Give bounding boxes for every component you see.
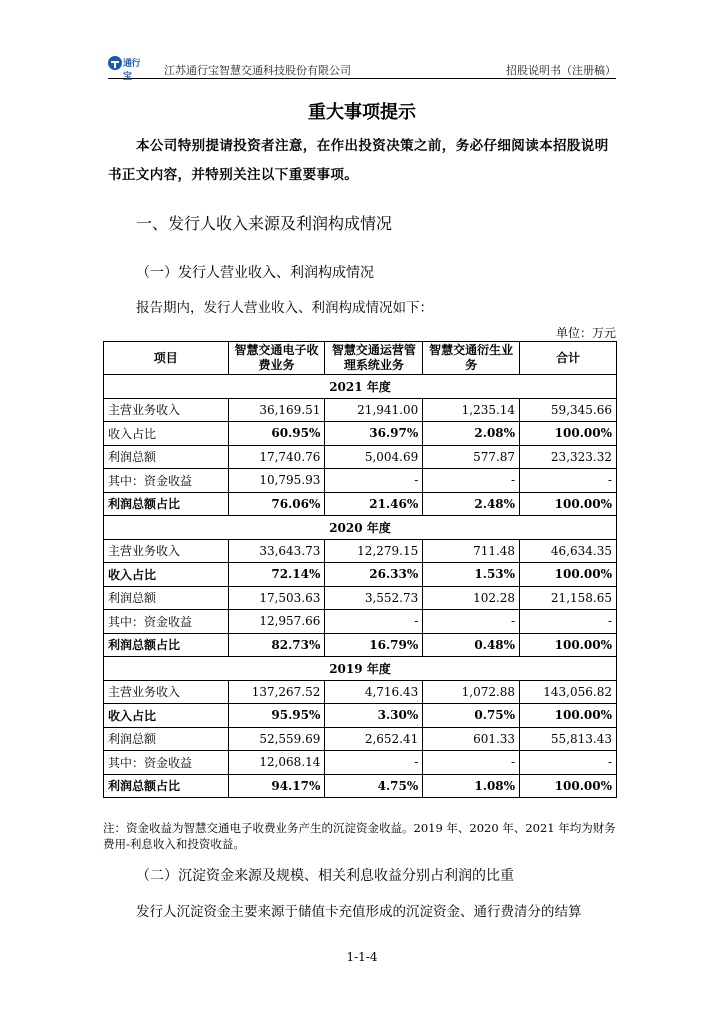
- cell: 100.00%: [520, 633, 617, 657]
- cell: 10,795.93: [228, 469, 325, 493]
- cell: 17,740.76: [228, 445, 325, 469]
- cell: 21,941.00: [325, 398, 423, 422]
- row-label: 主营业务收入: [104, 680, 229, 704]
- cell: 100.00%: [520, 704, 617, 728]
- cell: -: [325, 469, 423, 493]
- table-header-row: [104, 342, 617, 375]
- row-label: 收入占比: [104, 563, 229, 587]
- row-label: 其中：资金收益: [104, 610, 229, 634]
- row-label: 其中：资金收益: [104, 469, 229, 493]
- table-row: [104, 727, 617, 751]
- year-label: 2019 年度: [104, 657, 617, 681]
- cell: 100.00%: [520, 492, 617, 516]
- cell: 21.46%: [325, 492, 423, 516]
- subsection-heading-1: （一）发行人营业收入、利润构成情况: [136, 265, 374, 281]
- unit-label: 单位：万元: [555, 326, 616, 340]
- row-label: 收入占比: [104, 704, 229, 728]
- row-label: 收入占比: [104, 422, 229, 446]
- page-title: 重大事项提示: [308, 102, 416, 123]
- cell: 577.87: [423, 445, 520, 469]
- cell: 100.00%: [520, 563, 617, 587]
- cell: 76.06%: [228, 492, 325, 516]
- row-label: 主营业务收入: [104, 398, 229, 422]
- cell: 601.33: [423, 727, 520, 751]
- cell: 100.00%: [520, 422, 617, 446]
- cell: -: [423, 610, 520, 634]
- cell: 3.30%: [325, 704, 423, 728]
- cell: 26.33%: [325, 563, 423, 587]
- cell: 2.48%: [423, 492, 520, 516]
- intro-paragraph: 本公司特别提请投资者注意，在作出投资决策之前，务必仔细阅读本招股说明书正文内容，并特别关注以下重要事项。: [108, 138, 609, 183]
- row-label: 主营业务收入: [104, 539, 229, 563]
- cell: 5,004.69: [325, 445, 423, 469]
- cell: 2.08%: [423, 422, 520, 446]
- cell: 21,158.65: [520, 586, 617, 610]
- cell: -: [423, 751, 520, 775]
- row-label: 利润总额占比: [104, 633, 229, 657]
- table-footnote: 注：资金收益为智慧交通电子收费业务产生的沉淀资金收益。2019 年、2020 年、2021 年均为财务费用-利息收入和投资收益。: [103, 821, 616, 851]
- table-row: [104, 398, 617, 422]
- cell: 143,056.82: [520, 680, 617, 704]
- cell: 36,169.51: [228, 398, 325, 422]
- cell: 3,552.73: [325, 586, 423, 610]
- cell: 0.75%: [423, 704, 520, 728]
- year-label: 2020 年度: [104, 516, 617, 540]
- cell: 100.00%: [520, 774, 617, 798]
- table-row: [104, 704, 617, 728]
- cell: -: [520, 469, 617, 493]
- cell: 33,643.73: [228, 539, 325, 563]
- row-label: 利润总额: [104, 727, 229, 751]
- cell: 1,235.14: [423, 398, 520, 422]
- row-label: 利润总额: [104, 445, 229, 469]
- logo-text: 通行宝: [123, 59, 141, 82]
- cell: 46,634.35: [520, 539, 617, 563]
- table-row: [104, 422, 617, 446]
- cell: 23,323.32: [520, 445, 617, 469]
- body-paragraph: 发行人沉淀资金主要来源于储值卡充值形成的沉淀资金、通行费清分的结算: [136, 904, 582, 920]
- cell: -: [325, 610, 423, 634]
- cell: 60.95%: [228, 422, 325, 446]
- row-label: 利润总额占比: [104, 492, 229, 516]
- header-deriv: 智慧交通衍生业务: [423, 342, 520, 375]
- table-row: [104, 469, 617, 493]
- header-company-name: 江苏通行宝智慧交通科技股份有限公司: [164, 64, 351, 77]
- cell: 1,072.88: [423, 680, 520, 704]
- subsection-heading-2: （二）沉淀资金来源及规模、相关利息收益分别占利润的比重: [136, 868, 514, 884]
- table-lead-text: 报告期内，发行人营业收入、利润构成情况如下：: [136, 300, 433, 316]
- cell: 82.73%: [228, 633, 325, 657]
- cell: 94.17%: [228, 774, 325, 798]
- cell: 59,345.66: [520, 398, 617, 422]
- page-number: 1-1-4: [346, 950, 378, 964]
- cell: 72.14%: [228, 563, 325, 587]
- cell: 711.48: [423, 539, 520, 563]
- cell: -: [423, 469, 520, 493]
- revenue-profit-table: [103, 341, 617, 798]
- year-label: 2021 年度: [104, 375, 617, 399]
- table-row: [104, 539, 617, 563]
- cell: 102.28: [423, 586, 520, 610]
- cell: -: [520, 610, 617, 634]
- year-row-2020: [104, 516, 617, 540]
- company-logo: [108, 54, 148, 82]
- cell: 36.97%: [325, 422, 423, 446]
- table-row: [104, 563, 617, 587]
- row-label: 利润总额: [104, 586, 229, 610]
- cell: 12,957.66: [228, 610, 325, 634]
- year-row-2019: [104, 657, 617, 681]
- table-row: [104, 751, 617, 775]
- cell: 95.95%: [228, 704, 325, 728]
- cell: -: [520, 751, 617, 775]
- cell: 1.08%: [423, 774, 520, 798]
- cell: 137,267.52: [228, 680, 325, 704]
- header-document-type: 招股说明书（注册稿）: [506, 64, 616, 77]
- cell: 12,279.15: [325, 539, 423, 563]
- header-ops: 智慧交通运营管理系统业务: [325, 342, 423, 375]
- cell: 4.75%: [325, 774, 423, 798]
- cell: 52,559.69: [228, 727, 325, 751]
- cell: 17,503.63: [228, 586, 325, 610]
- table-row: [104, 610, 617, 634]
- table-row: [104, 774, 617, 798]
- cell: 0.48%: [423, 633, 520, 657]
- header-etc: 智慧交通电子收费业务: [228, 342, 325, 375]
- table-row: [104, 586, 617, 610]
- table-row: [104, 680, 617, 704]
- cell: 12,068.14: [228, 751, 325, 775]
- cell: 4,716.43: [325, 680, 423, 704]
- row-label: 其中：资金收益: [104, 751, 229, 775]
- cell: 16.79%: [325, 633, 423, 657]
- table-row: [104, 633, 617, 657]
- table-row: [104, 492, 617, 516]
- row-label: 利润总额占比: [104, 774, 229, 798]
- cell: 2,652.41: [325, 727, 423, 751]
- year-row-2021: [104, 375, 617, 399]
- table-row: [104, 445, 617, 469]
- cell: 55,813.43: [520, 727, 617, 751]
- page-header: [108, 50, 616, 82]
- cell: 1.53%: [423, 563, 520, 587]
- cell: -: [325, 751, 423, 775]
- header-item: 项目: [104, 342, 229, 375]
- header-total: 合计: [520, 342, 617, 375]
- section-heading-1: 一、发行人收入来源及利润构成情况: [136, 214, 393, 233]
